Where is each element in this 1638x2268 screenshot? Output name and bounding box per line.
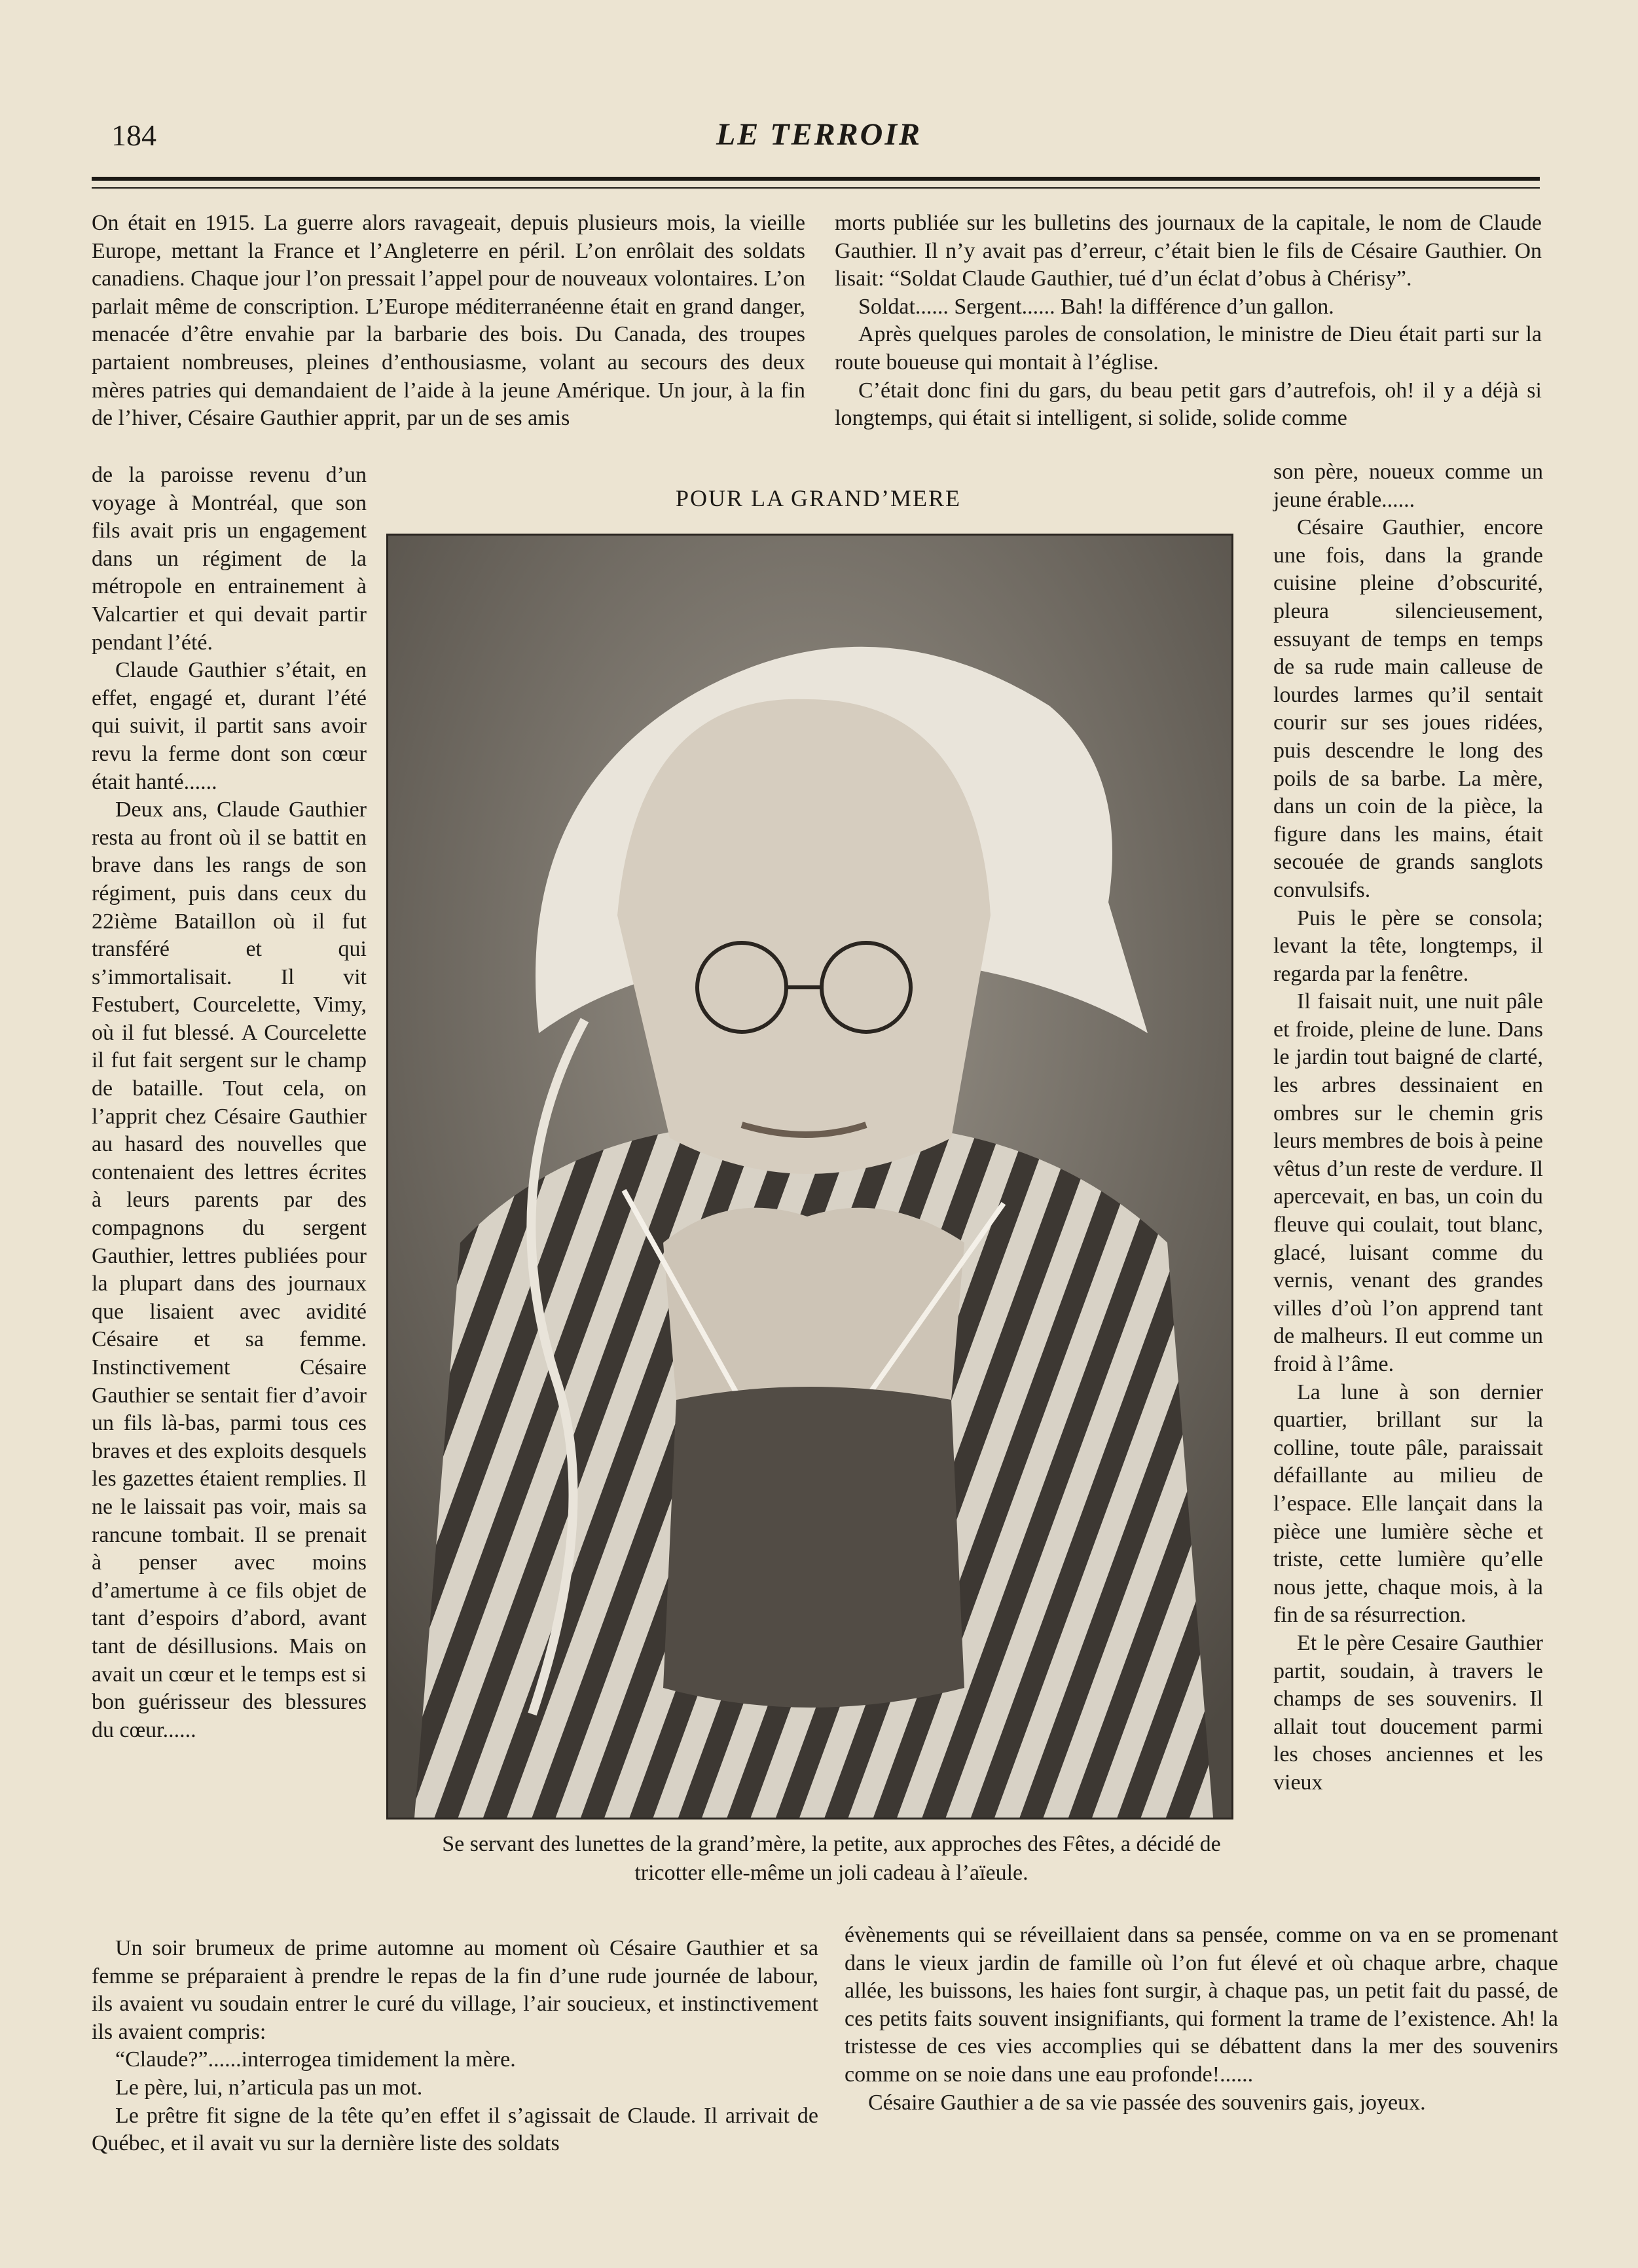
paragraph: Il faisait nuit, une nuit pâle et froide, pleine de lune. Dans le jardin tout baigné de clarté, les arbres dessinaient en ombres sur le chemin gris leurs membres de bois à peine vêtus d’un reste de verdure. Il apercevait, en bas, un coin du fleuve qui coulait, tout blanc, glacé, luisant comme du vernis, venant des grandes villes d’où l’on apprend tant de malheurs. Il eut comme un froid à l’âme.: [1273, 989, 1543, 1376]
left-column-bottom: [92, 1935, 818, 2158]
paragraph: C’était donc fini du gars, du beau petit gars d’autrefois, oh! il y a déjà si longtemps, qui était si intelligent, si solide, solide comme: [835, 378, 1542, 431]
paragraph: “Claude?”......interrogea timidement la mère.: [115, 2047, 516, 2072]
face: [617, 699, 991, 1174]
right-column-narrow: [1273, 458, 1543, 1797]
paragraph: Un soir brumeux de prime automne au moment où Césaire Gauthier et sa femme se préparaient à prendre le repas de la fin d’une rude journée de labour, ils avaient vu soudain entrer le curé du village, l’air soucieux, et instinctivement ils avaient compris:: [92, 1936, 818, 2044]
page-number: 184: [111, 119, 156, 152]
header-rule-thick: [92, 177, 1540, 181]
paragraph: La lune à son dernier quartier, brillant sur la colline, toute pâle, paraissait défaillante au milieu de l’espace. Elle lançait dans la pièce une lumière sèche et triste, cette lumière qu’elle nous jette, chaque mois, à la fin de sa résurrection.: [1273, 1380, 1543, 1628]
paragraph: Et le père Cesaire Gauthier partit, soudain, à travers le champs de ses souvenirs. Il allait tout doucement parmi les choses anciennes et les vieux: [1273, 1630, 1543, 1795]
photo: [386, 534, 1233, 1820]
paragraph: morts publiée sur les bulletins des journaux de la capitale, le nom de Claude Gauthier. Il n’y avait pas d’erreur, c’était bien le fils de Césaire Gauthier. On lisait: “Soldat Claude Gauthier, tué d’un éclat d’obus à Chérisy”.: [835, 211, 1542, 291]
photo-title: POUR LA GRAND’MERE: [675, 485, 962, 511]
left-column-narrow: [92, 462, 367, 1744]
paragraph: Soldat...... Sergent...... Bah! la différence d’un gallon.: [858, 294, 1334, 319]
paragraph: Le père, lui, n’articula pas un mot.: [115, 2075, 423, 2100]
right-column-bottom: [845, 1922, 1558, 2117]
paragraph: Le prêtre fit signe de la tête qu’en effet il s’agissait de Claude. Il arrivait de Québec, et il avait vu sur la dernière liste des soldats: [92, 2103, 818, 2156]
paragraph: Césaire Gauthier, encore une fois, dans la grande cuisine pleine d’obscurité, pleura silencieusement, essuyant de temps en temps de sa rude main calleuse de lourdes larmes qu’il sentait courir sur ses joues ridées, puis descendre le long des poils de sa barbe. La mère, dans un coin de la pièce, la figure dans les mains, était secouée de grands sanglots convulsifs.: [1273, 515, 1543, 902]
paragraph: son père, noueux comme un jeune érable......: [1273, 460, 1543, 512]
paragraph: On était en 1915. La guerre alors ravageait, depuis plusieurs mois, la vieille Europe, mettant la France et l’Angleterre en péril. L’on enrôlait des soldats canadiens. Chaque jour l’on pressait l’appel pour de nouveaux volontaires. L’on parlait même de conscription. L’Europe méditerranéenne était en grand danger, menacée d’être envahie par la barbarie des bois. Du Canada, des troupes partaient nombreuses, pleines d’enthousiasme, volant au secours des deux mères patries qui demandaient de l’aide à la jeune Amérique. Un jour, à la fin de l’hiver, Césaire Gauthier apprit, par un de ses amis: [92, 211, 805, 431]
paragraph: Après quelques paroles de consolation, le ministre de Dieu était parti sur la route boueuse qui montait à l’église.: [835, 322, 1542, 375]
paragraph: de la paroisse revenu d’un voyage à Montréal, que son fils avait pris un engagement dans un régiment de la métropole en entrainement à Valcartier et qui devait partir pendant l’été.: [92, 463, 367, 655]
paragraph: Deux ans, Claude Gauthier resta au front où il se battit en brave dans les rangs de son régiment, puis dans ceux du 22ième Bataillon où il fut transféré et qui s’immortalisait. Il vit Festubert, Courcelette, Vimy, où il fut blessé. A Courcelette il fut fait sergent sur le champ de bataille. Tout cela, on l’apprit chez Césaire Gauthier au hasard des nouvelles que contenaient des lettres écrites à leurs parents par des compagnons du sergent Gauthier, lettres publiées pour la plupart dans des journaux que lisaient avec avidité Césaire et sa femme. Instinctivement Césaire Gauthier se sentait fier d’avoir un fils là-bas, parmi tous ces braves et des exploits desquels les gazettes étaient remplies. Il ne le laissait pas voir, mais sa rancune tombait. Il se prenait à penser avec moins d’amertume à ce fils objet de tant d’espoirs d’abord, avant tant de désillusions. Mais on avait un cœur et le temps est si bon guérisseur des blessures du cœur......: [92, 797, 367, 1742]
paragraph: Claude Gauthier s’était, en effet, engagé et, durant l’été qui suivit, il partit sans avoir revu la ferme dont son cœur était hanté......: [92, 658, 367, 794]
paragraph: Césaire Gauthier a de sa vie passée des souvenirs gais, joyeux.: [868, 2090, 1426, 2115]
knitted-work: [663, 1387, 964, 1708]
photo-illustration: [388, 536, 1231, 1818]
left-column-top: [92, 210, 805, 433]
right-column-top: [835, 210, 1542, 433]
paragraph: Puis le père se consola; levant la tête, longtemps, il regarda par la fenêtre.: [1273, 905, 1543, 986]
running-head-title: LE TERROIR: [716, 117, 922, 152]
photo-caption: Se servant des lunettes de la grand’mère, la petite, aux approches des Fêtes, a décidé de tricotter elle-même un joli cadeau à l’aïeule.: [442, 1832, 1221, 1885]
header-rule-thin: [92, 187, 1540, 189]
paragraph: évènements qui se réveillaient dans sa pensée, comme on va en se promenant dans le vieux jardin de famille où l’on fut élevé et où chaque arbre, chaque allée, les buissons, les haies font surgir, à chaque pas, un petit fait du passé, de ces petits faits souvent insignifiants, qui forment la trame de l’existence. Ah! la tristesse de ces vies accomplies qui se débattent dans la mer des souvenirs comme on se noie dans une eau profonde!......: [845, 1923, 1558, 2087]
